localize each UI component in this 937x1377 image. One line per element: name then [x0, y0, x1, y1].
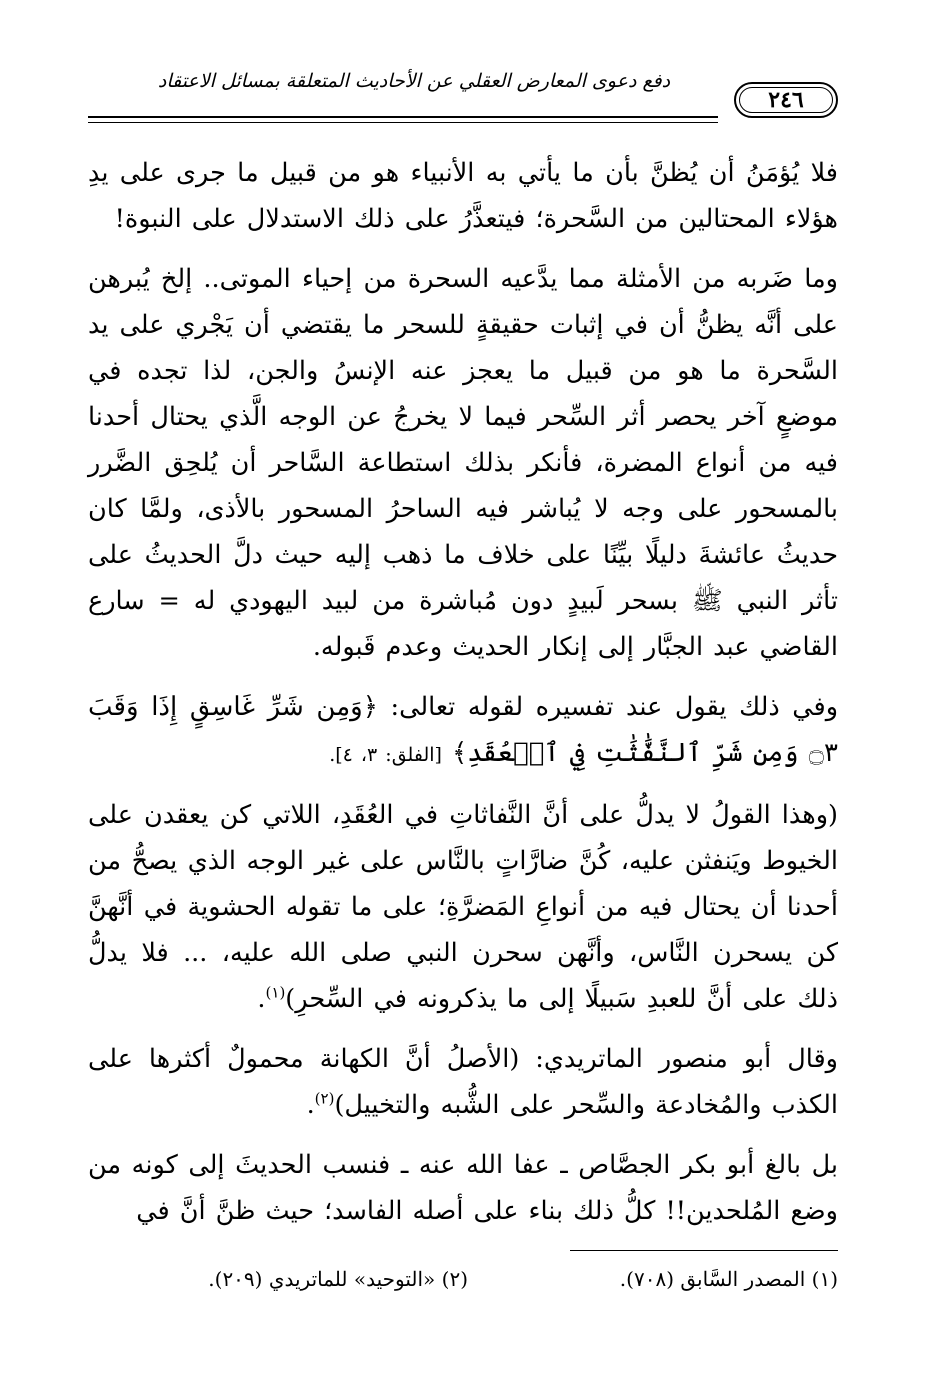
footnote-1: (١) المصدر السَّابق (٧٠٨).: [619, 1267, 838, 1291]
footnote-marker: (٢): [314, 1089, 335, 1108]
footnote-rule: [570, 1250, 838, 1251]
footnote-marker: (١): [265, 983, 286, 1002]
main-text: [88, 150, 838, 1248]
quote-paragraph: [88, 792, 838, 1022]
header-rule-thin: [88, 122, 718, 123]
maturidi-text: وقال أبو منصور الماتريدي: (الأصلُ أنَّ الكهانة محمولٌ أكثرها على الكذب والمُخادعة والسِّحر على الشُّبه والتخييل): [88, 1044, 838, 1120]
period: .: [257, 984, 266, 1014]
footnote-2: (٢) «التوحيد» للماتريدي (٢٠٩).: [208, 1267, 468, 1291]
quran-verse: ﴿وَمِن شَرِّ غَاسِقٍ إِذَا وَقَبَ ۝٣ وَمِن شَرِّ ٱلنَّفَّٰثَٰتِ فِي ٱلۡعُقَدِ﴾: [88, 692, 838, 768]
paragraph: بل بالغ أبو بكر الجصَّاص ـ عفا الله عنه ـ فنسب الحديثَ إلى كونه من وضع المُلحدين!! كلُّ ذلك بناء على أصله الفاسد؛ حيث ظنَّ أنَّ في: [88, 1150, 838, 1226]
page-number: ٢٤٦: [734, 82, 838, 118]
verse-reference: [الفلق: ٣، ٤].: [329, 744, 442, 766]
paragraph: فلا يُؤمَنُ أن يُظنَّ بأن ما يأتي به الأنبياء هو من قبيل ما جرى على يدِ هؤلاء المحتالين من السَّحرة؛ فيتعذَّرُ على ذلك الاستدلال على النبوة!: [88, 158, 838, 234]
quran-intro: وفي ذلك يقول عند تفسيره لقوله تعالى:: [390, 692, 839, 722]
running-title: دفع دعوى المعارض العقلي عن الأحاديث المتعلقة بمسائل الاعتقاد: [157, 70, 671, 92]
header-rule: [88, 116, 718, 118]
page-header: [88, 68, 838, 120]
footnotes: [88, 1262, 838, 1298]
quran-paragraph: [88, 684, 838, 778]
paragraph: وما ضَربه من الأمثلة مما يدَّعيه السحرة من إحياء الموتى.. إلخ يُبرهن على أنَّه يظنُّ أن في إثبات حقيقةٍ للسحر ما يقتضي أن يَجْري على يد السَّحرة ما هو من قبيل ما يعجز عنه الإنسُ والجن، لذا تجده في موضعٍ آخر يحصر أثر السِّحر فيما لا يخرجُ عن الوجه الَّذي يحتال أحدنا فيه من أنواع المضرة، فأنكر بذلك استطاعة السَّاحر أن يُلحِق الضَّرر بالمسحور على وجه لا يُباشر فيه الساحرُ المسحور بالأذى، ولمَّا كان حديثُ عائشةَ دليلًا بيِّنًا على خلاف ما ذهب إليه حيث دلَّ الحديثُ على تأثر النبي ﷺ بسحر لَبيدٍ دون مُباشرة من لبيد اليهودي له = سارع القاضي عبد الجبَّار إلى إنكار الحديث وعدم قَبوله.: [88, 264, 838, 662]
quote-text: (وهذا القولُ لا يدلُّ على أنَّ النَّفاثاتِ في العُقَدِ، اللاتي كن يعقدن على الخيوط ويَنفثن عليه، كُنَّ ضارَّاتٍ بالنَّاس على غير الوجه الذي يصحُّ من أحدنا أن يحتال فيه من أنواعِ المَضرَّةِ؛ على ما تقوله الحشوية في أنَّهنَّ كن يسحرن النَّاس، وأنَّهن سحرن النبي صلى الله عليه، ... فلا يدلُّ ذلك على أنَّ للعبدِ سَبيلًا إلى ما يذكرونه في السِّحرِ): [88, 800, 838, 1014]
maturidi-paragraph: [88, 1036, 838, 1128]
period: .: [306, 1090, 315, 1120]
